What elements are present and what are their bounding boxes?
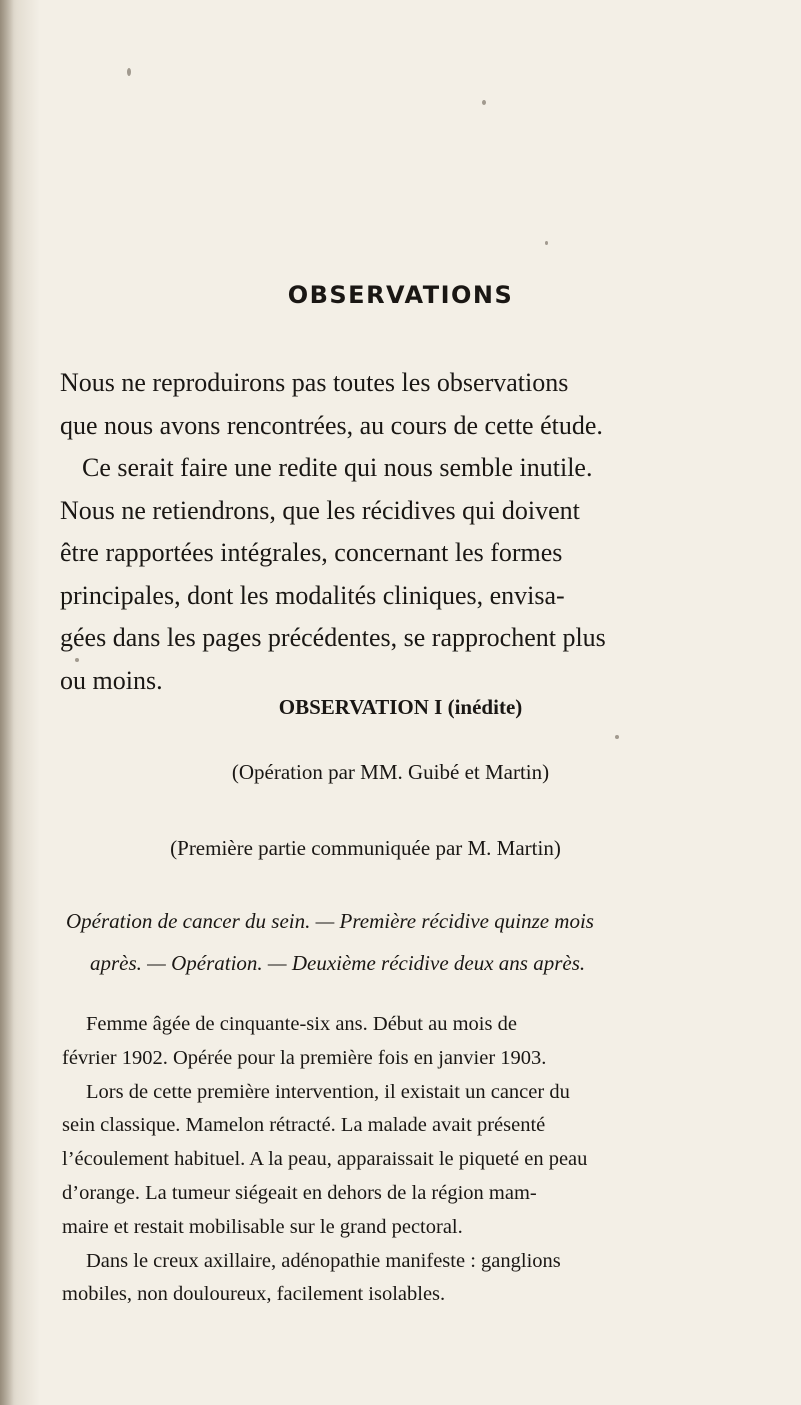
body-line: l’écoulement habituel. A la peau, apparaissait le piqueté en peau (62, 1148, 588, 1171)
intro-line: gées dans les pages précédentes, se rapprochent plus (60, 623, 606, 652)
intro-paragraph (60, 362, 750, 702)
paper-speck (545, 241, 548, 245)
intro-line: que nous avons rencontrées, au cours de cette étude. (60, 410, 603, 440)
intro-line: Nous ne reproduirons pas toutes les observations (60, 368, 569, 397)
paper-speck (482, 100, 486, 105)
intro-line: Nous ne retiendrons, que les récidives qui doivent (60, 495, 580, 525)
intro-line: principales, dont les modalités cliniques, envisa- (60, 580, 565, 610)
body-line: Dans le creux axillaire, adénopathie manifeste : ganglions (86, 1249, 561, 1272)
observation-title: OBSERVATION I (inédite) (278, 695, 523, 719)
intro-line: ou moins. (60, 665, 163, 695)
body-line: d’orange. La tumeur siégeait en dehors de la région mam- (62, 1181, 537, 1204)
body-line: mobiles, non douloureux, facilement isolables. (62, 1283, 446, 1306)
body-line: Lors de cette première intervention, il existait un cancer du (86, 1080, 570, 1103)
paper-speck (127, 68, 131, 76)
body-line: maire et restait mobilisable sur le grand pectoral. (62, 1215, 463, 1238)
section-heading: OBSERVATIONS (287, 281, 514, 309)
observation-body (62, 1008, 746, 1312)
intro-line: être rapportées intégrales, concernant les formes (60, 538, 563, 567)
body-line: sein classique. Mamelon rétracté. La malade avait présenté (62, 1114, 546, 1137)
observation-operators: (Opération par MM. Guibé et Martin) (231, 760, 550, 784)
body-line: février 1902. Opérée pour la première fois en janvier 1903. (62, 1046, 547, 1069)
paper-speck (615, 735, 619, 739)
intro-line: Ce serait faire une redite qui nous semble inutile. (82, 453, 593, 482)
body-line: Femme âgée de cinquante-six ans. Début au mois de (86, 1013, 517, 1035)
summary-line: Opération de cancer du sein. — Première récidive quinze mois (66, 909, 594, 933)
observation-communicated: (Première partie communiquée par M. Martin) (170, 836, 561, 860)
observation-summary (66, 900, 746, 984)
summary-line: après. — Opération. — Deuxième récidive deux ans après. (90, 951, 586, 975)
